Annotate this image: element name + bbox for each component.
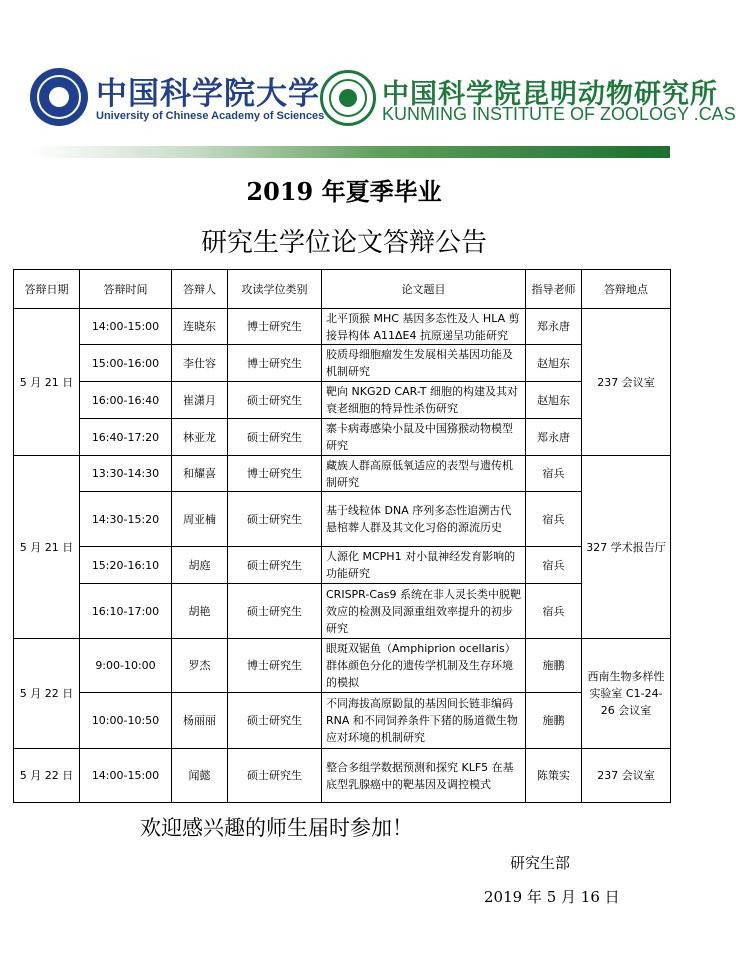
topic-cell: 不同海拔高原鼢鼠的基因间长链非编码 RNA 和不同饲养条件下猪的肠道微生物应对环境的机制研究: [322, 693, 526, 749]
time-cell: 14:30-15:20: [80, 492, 172, 547]
degree-cell: 硕士研究生: [228, 382, 322, 419]
column-header: 答辩地点: [582, 270, 671, 309]
time-cell: 13:30-14:30: [80, 456, 172, 492]
table-row: [14, 749, 671, 803]
topic-cell: 整合多组学数据预测和探究 KLF5 在基底型乳腺癌中的靶基因及调控模式: [322, 749, 526, 803]
topic-cell: 胶质母细胞瘤发生发展相关基因功能及机制研究: [322, 345, 526, 382]
column-header: 指导老师: [526, 270, 582, 309]
advisor-cell: 宿兵: [526, 547, 582, 584]
closing-invitation: 欢迎感兴趣的师生届时参加！: [140, 816, 413, 840]
advisor-cell: 郑永唐: [526, 419, 582, 456]
time-cell: 16:00-16:40: [80, 382, 172, 419]
time-cell: 14:00-15:00: [80, 749, 172, 803]
kiz-emblem-icon: [320, 70, 376, 126]
advisor-cell: 宿兵: [526, 492, 582, 547]
topic-cell: CRISPR-Cas9 系统在非人灵长类中脱靶效应的检测及同源重组效率提升的初步研究: [322, 584, 526, 639]
topic-cell: 靶向 NKG2D CAR-T 细胞的构建及其对衰老细胞的特异性杀伤研究: [322, 382, 526, 419]
table-row: [14, 492, 671, 547]
date-cell: 5 月 21 日: [14, 309, 80, 456]
ucas-name-cn: 中国科学院大学: [96, 76, 320, 112]
topic-cell: 基于线粒体 DNA 序列多态性追溯古代悬棺葬人群及其文化习俗的源流历史: [322, 492, 526, 547]
signature: 研究生部: [510, 854, 571, 872]
time-cell: 15:00-16:00: [80, 345, 172, 382]
kiz-name-cn: 中国科学院昆明动物研究所: [382, 79, 718, 110]
degree-cell: 硕士研究生: [228, 749, 322, 803]
name-cell: 连晓东: [172, 309, 228, 345]
date-cell: 5 月 22 日: [14, 639, 80, 749]
degree-cell: 硕士研究生: [228, 492, 322, 547]
date-cell: 5 月 21 日: [14, 456, 80, 639]
time-cell: 14:00-15:00: [80, 309, 172, 345]
name-cell: 和耀喜: [172, 456, 228, 492]
title-line-1: 2019 年夏季毕业: [246, 177, 442, 206]
location-cell: 237 会议室: [582, 749, 671, 803]
time-cell: 15:20-16:10: [80, 547, 172, 584]
table-row: [14, 309, 671, 345]
letterhead: [0, 0, 736, 160]
column-header: 攻读学位类别: [228, 270, 322, 309]
date-cell: 5 月 22 日: [14, 749, 80, 803]
location-cell: 327 学术报告厅: [582, 456, 671, 639]
advisor-cell: 宿兵: [526, 456, 582, 492]
name-cell: 周亚楠: [172, 492, 228, 547]
degree-cell: 博士研究生: [228, 309, 322, 345]
name-cell: 闻懿: [172, 749, 228, 803]
table-row: [14, 693, 671, 749]
name-cell: 林亚龙: [172, 419, 228, 456]
header-divider-bar: [30, 146, 670, 158]
table-row: [14, 456, 671, 492]
advisor-cell: 施鹏: [526, 693, 582, 749]
column-header: 答辩日期: [14, 270, 80, 309]
table-row: [14, 639, 671, 693]
table-row: [14, 345, 671, 382]
kiz-name-en: KUNMING INSTITUTE OF ZOOLOGY .CAS: [382, 104, 736, 124]
column-header: 答辩人: [172, 270, 228, 309]
ucas-emblem-icon: [30, 68, 88, 126]
advisor-cell: 施鹏: [526, 639, 582, 693]
time-cell: 16:10-17:00: [80, 584, 172, 639]
column-header: 答辩时间: [80, 270, 172, 309]
degree-cell: 硕士研究生: [228, 419, 322, 456]
defense-schedule-table: [13, 269, 671, 803]
name-cell: 胡艳: [172, 584, 228, 639]
advisor-cell: 宿兵: [526, 584, 582, 639]
degree-cell: 博士研究生: [228, 345, 322, 382]
advisor-cell: 郑永唐: [526, 309, 582, 345]
table-row: [14, 419, 671, 456]
ucas-name-en: University of Chinese Academy of Sciences: [96, 110, 325, 122]
name-cell: 罗杰: [172, 639, 228, 693]
table-header-row: [14, 270, 671, 309]
table-row: [14, 584, 671, 639]
topic-cell: 北平顶猴 MHC 基因多态性及人 HLA 剪接异构体 A11ΔE4 抗原递呈功能研究: [322, 309, 526, 345]
advisor-cell: 赵旭东: [526, 345, 582, 382]
time-cell: 9:00-10:00: [80, 639, 172, 693]
degree-cell: 博士研究生: [228, 456, 322, 492]
column-header: 论文题目: [322, 270, 526, 309]
name-cell: 李仕容: [172, 345, 228, 382]
topic-cell: 藏族人群高原低氧适应的表型与遗传机制研究: [322, 456, 526, 492]
table-row: [14, 382, 671, 419]
topic-cell: 人源化 MCPH1 对小鼠神经发育影响的功能研究: [322, 547, 526, 584]
advisor-cell: 陈策实: [526, 749, 582, 803]
name-cell: 胡庭: [172, 547, 228, 584]
time-cell: 16:40-17:20: [80, 419, 172, 456]
location-cell: 237 会议室: [582, 309, 671, 456]
time-cell: 10:00-10:50: [80, 693, 172, 749]
topic-cell: 寨卡病毒感染小鼠及中国猕猴动物模型研究: [322, 419, 526, 456]
degree-cell: 硕士研究生: [228, 693, 322, 749]
name-cell: 杨丽丽: [172, 693, 228, 749]
notice-date: 2019 年 5 月 16 日: [484, 888, 620, 906]
title-line-2: 研究生学位论文答辩公告: [200, 228, 487, 258]
location-cell: 西南生物多样性实验室 C1-24-26 会议室: [582, 639, 671, 749]
degree-cell: 硕士研究生: [228, 584, 322, 639]
advisor-cell: 赵旭东: [526, 382, 582, 419]
topic-cell: 眼斑双锯鱼（Amphiprion ocellaris）群体颜色分化的遗传学机制及生存环境的模拟: [322, 639, 526, 693]
table-row: [14, 547, 671, 584]
degree-cell: 硕士研究生: [228, 547, 322, 584]
degree-cell: 博士研究生: [228, 639, 322, 693]
name-cell: 崔潇月: [172, 382, 228, 419]
